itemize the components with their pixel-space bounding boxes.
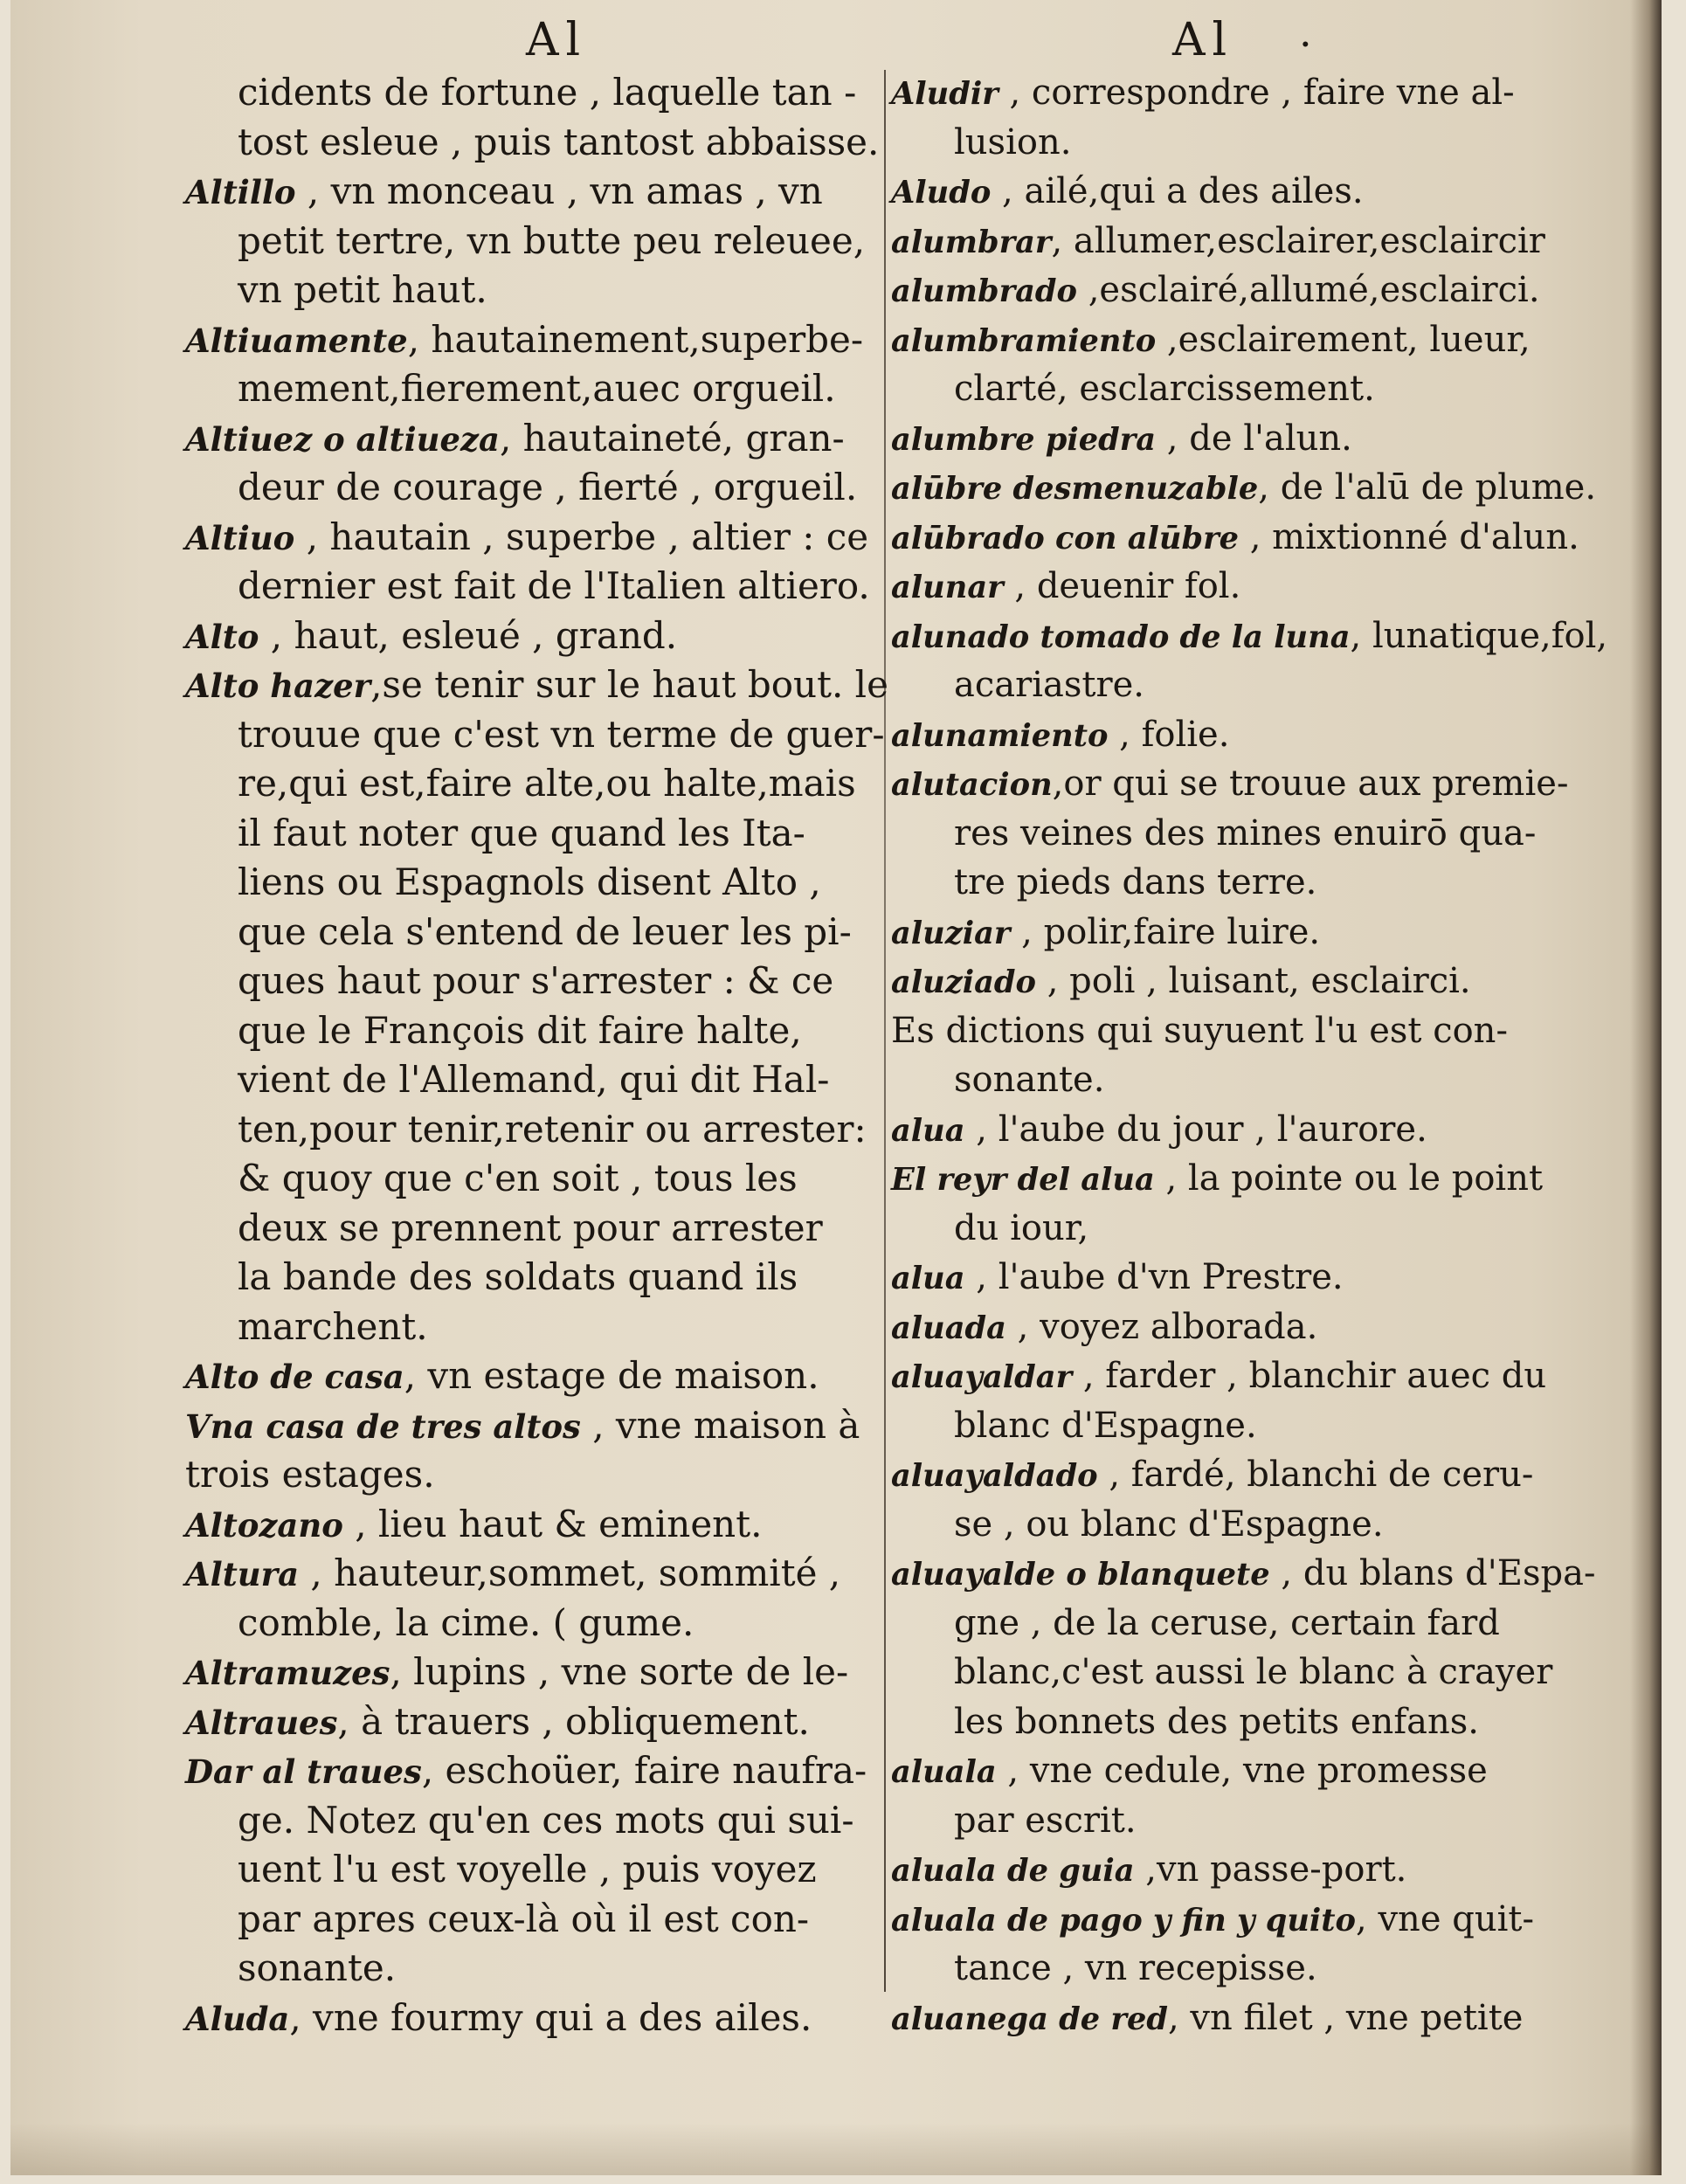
right-column-line <box>891 217 1642 266</box>
headword: alumbrado <box>891 273 1077 309</box>
definition-text: , vn estage de maison. <box>404 1354 819 1397</box>
headword: Altillo <box>185 173 296 211</box>
definition-text: uent l'u est voyelle , puis voyez <box>238 1848 817 1890</box>
right-column-line <box>891 562 1642 612</box>
right-column-line <box>891 1746 1642 1796</box>
left-column-line <box>185 315 884 365</box>
headword: Alto hazer <box>185 667 371 705</box>
definition-text: trois estages. <box>185 1453 435 1496</box>
book-page <box>10 0 1662 2175</box>
right-column-line <box>891 1944 1642 1994</box>
headword: aluziar <box>891 915 1011 951</box>
left-column-line <box>185 612 884 661</box>
right-column-line <box>891 660 1642 710</box>
definition-text: , correspondre , faire vne al- <box>998 73 1515 113</box>
definition-text: , de l'alū de plume. <box>1258 467 1597 508</box>
right-column-line <box>891 1500 1642 1550</box>
left-column-line <box>185 1648 884 1697</box>
left-column-line <box>185 660 888 710</box>
definition-text: & quoy que c'en soit , tous les <box>238 1157 798 1199</box>
headword: alumbre piedra <box>891 421 1157 458</box>
definition-text: , de l'alun. <box>1156 418 1352 459</box>
headword: alunar <box>891 570 1004 605</box>
headword: aluala <box>891 1754 997 1790</box>
right-column-line <box>891 612 1642 661</box>
right-column-line <box>891 809 1642 859</box>
right-column-line <box>891 1895 1642 1945</box>
left-column-line <box>185 118 884 168</box>
left-column-line <box>185 908 884 957</box>
right-column-line <box>891 1549 1642 1599</box>
definition-text: ten,pour tenir,retenir ou arrester: <box>238 1107 867 1151</box>
definition-text: , vne maison à <box>580 1403 860 1447</box>
definition-text: lusion. <box>954 121 1072 162</box>
left-column-line <box>185 1500 884 1550</box>
definition-text: , ailé,qui a des ailes. <box>991 171 1364 211</box>
headword: Aludo <box>891 175 992 211</box>
left-column-line <box>185 1303 884 1352</box>
definition-text: , l'aube d'vn Prestre. <box>964 1257 1344 1297</box>
definition-text: ,vn passe-port. <box>1134 1849 1407 1890</box>
headword: Altramuzes <box>185 1654 390 1692</box>
headword: Altiuamente <box>185 321 408 360</box>
headword: El reyr del alua <box>891 1162 1155 1198</box>
definition-text: , farder , blanchir auec du <box>1072 1356 1547 1396</box>
left-column-line <box>185 1105 884 1155</box>
definition-text: , lupins , vne sorte de le- <box>390 1650 849 1693</box>
definition-text: Es dictions qui suyuent l'u est con- <box>891 1010 1508 1051</box>
definition-text: ,esclairement, lueur, <box>1156 319 1531 360</box>
headword: Alto <box>185 617 259 656</box>
right-column-line <box>891 1845 1642 1895</box>
left-column-line <box>185 562 884 612</box>
right-column-line <box>891 1253 1642 1303</box>
right-column-line <box>891 1006 1642 1056</box>
headword: Aludir <box>891 76 998 112</box>
definition-text: sonante. <box>238 1946 397 1989</box>
definition-text: vient de l'Allemand, qui dit Hal- <box>238 1058 830 1101</box>
right-column-line <box>891 266 1642 315</box>
left-column-line <box>185 1796 884 1846</box>
left-column-line <box>185 1204 884 1254</box>
left-column-line <box>185 759 884 809</box>
headword: Altraues <box>185 1703 338 1742</box>
definition-text: , poli , luisant, esclairci. <box>1035 961 1471 1001</box>
definition-text: ,esclairé,allumé,esclairci. <box>1077 270 1540 310</box>
left-column-line <box>185 710 884 760</box>
definition-text: , hauteur,sommet, sommité , <box>299 1552 841 1594</box>
right-column-line <box>891 710 1642 760</box>
right-column-line <box>891 167 1642 217</box>
headword: aluayaldar <box>891 1359 1073 1395</box>
right-column-line <box>891 1796 1642 1846</box>
right-column-line <box>891 1450 1642 1500</box>
definition-text: que le François dit faire halte, <box>238 1008 802 1052</box>
headword: alumbramiento <box>891 322 1157 359</box>
definition-text: , lunatique,fol, <box>1350 615 1608 656</box>
headword: alua <box>891 1112 965 1149</box>
definition-text: , la pointe ou le point <box>1154 1158 1544 1199</box>
left-column-line <box>185 1055 884 1105</box>
definition-text: vn petit haut. <box>238 268 487 311</box>
headword: Altiuo <box>185 518 295 557</box>
right-column-line <box>891 513 1642 563</box>
left-column-line <box>185 1994 884 2043</box>
definition-text: mement,fierement,auec orgueil. <box>238 367 836 410</box>
right-column-line <box>891 1994 1642 2043</box>
left-column-line <box>185 364 884 414</box>
definition-text: , vne fourmy qui a des ailes. <box>289 1995 812 2039</box>
left-column-line <box>185 1351 884 1401</box>
right-column-line <box>891 68 1642 118</box>
definition-text: , vne cedule, vne promesse <box>996 1751 1488 1791</box>
headword: Vna casa de tres altos <box>185 1406 581 1446</box>
definition-text: par apres ceux-là où il est con- <box>238 1897 810 1940</box>
left-column-line <box>185 217 884 266</box>
right-column-line <box>891 1055 1642 1105</box>
page-bottom-shade <box>10 2123 1662 2175</box>
right-column-line <box>891 908 1642 957</box>
right-column-line <box>891 463 1642 513</box>
headword: alua <box>891 1261 965 1296</box>
left-column-line <box>185 809 884 859</box>
definition-text: , hautaineté, gran- <box>499 416 845 460</box>
headword: Altiuez o altiueza <box>185 419 500 459</box>
definition-text: ,se tenir sur le haut bout. le <box>370 663 888 706</box>
right-column <box>891 68 1642 2042</box>
definition-text: dernier est fait de l'Italien altiero. <box>238 564 870 607</box>
definition-text: , hautain , superbe , altier : ce <box>294 515 869 558</box>
definition-text: ,or qui se trouue aux premie- <box>1052 764 1569 804</box>
running-header-dot: . <box>1299 9 1312 56</box>
definition-text: , fardé, blanchi de ceru- <box>1097 1455 1534 1495</box>
definition-text: tance , vn recepisse. <box>954 1948 1317 1988</box>
headword: alunamiento <box>891 717 1109 754</box>
left-column <box>185 68 888 2042</box>
definition-text: , à trauers , obliquement. <box>337 1699 810 1743</box>
left-column-line <box>185 1154 884 1204</box>
left-column-line <box>185 167 884 217</box>
definition-text: deux se prennent pour arrester <box>238 1206 823 1249</box>
definition-text: sonante. <box>954 1060 1105 1100</box>
definition-text: comble, la cime. ( gume. <box>238 1600 694 1644</box>
right-column-line <box>891 1154 1642 1204</box>
right-column-line <box>891 1648 1642 1697</box>
definition-text: petit tertre, vn butte peu releuee, <box>238 218 866 262</box>
right-column-line <box>891 1599 1642 1648</box>
definition-text: trouue que c'est vn terme de guer- <box>238 712 885 756</box>
left-column-line <box>185 1401 884 1451</box>
definition-text: , eschoüer, faire naufra- <box>421 1749 867 1792</box>
left-column-line <box>185 1845 884 1895</box>
definition-text: marchent. <box>238 1304 428 1348</box>
headword: alutacion <box>891 767 1053 803</box>
headword: aluziado <box>891 964 1036 1000</box>
definition-text: , haut, esleué , grand. <box>259 613 678 657</box>
definition-text: res veines des mines enuirō qua- <box>954 812 1537 854</box>
definition-text: il faut noter que quand les Ita- <box>238 811 805 854</box>
left-column-line <box>185 68 884 118</box>
right-column-line <box>891 759 1642 809</box>
left-column-line <box>185 1599 884 1648</box>
headword: Altozano <box>185 1505 343 1545</box>
right-column-line <box>891 957 1642 1006</box>
definition-text: , mixtionné d'alun. <box>1239 516 1579 557</box>
left-column-line <box>185 1895 884 1945</box>
headword: aluayalde o blanquete <box>891 1557 1270 1593</box>
right-column-line <box>891 1204 1642 1254</box>
definition-text: , allumer,esclairer,esclaircir <box>1051 220 1545 261</box>
definition-text: du iour, <box>954 1207 1089 1248</box>
definition-text: , lieu haut & eminent. <box>342 1502 763 1545</box>
definition-text: ge. Notez qu'en ces mots qui sui- <box>238 1798 854 1842</box>
definition-text: liens ou Espagnols disent Alto , <box>238 860 821 903</box>
definition-text: , voyez alborada. <box>1005 1306 1318 1347</box>
headword: Alto de casa <box>185 1358 404 1396</box>
definition-text: la bande des soldats quand ils <box>238 1255 798 1298</box>
definition-text: se , ou blanc d'Espagne. <box>954 1503 1384 1545</box>
right-column-line <box>891 858 1642 908</box>
headword: Aluda <box>185 1999 290 2038</box>
definition-text: ques haut pour s'arrester : & ce <box>238 959 834 1002</box>
left-column-line <box>185 266 884 315</box>
left-column-line <box>185 1253 884 1303</box>
headword: alūbre desmenuzable <box>891 471 1259 507</box>
right-column-line <box>891 118 1642 168</box>
definition-text: clarté, esclarcissement. <box>954 369 1375 409</box>
definition-text: cidents de fortune , laquelle tan - <box>238 71 857 114</box>
headword: aluanega de red <box>891 2001 1168 2037</box>
headword: alumbrar <box>891 224 1052 260</box>
left-column-line <box>185 1697 884 1747</box>
left-column-line <box>185 513 884 563</box>
left-column-line <box>185 463 884 513</box>
left-column-line <box>185 1006 884 1056</box>
definition-text: , vn monceau , vn amas , vn <box>295 169 823 212</box>
headword: aluala de pago y fin y quito <box>891 1902 1357 1939</box>
right-column-line <box>891 414 1642 464</box>
left-column-line <box>185 1746 884 1796</box>
definition-text: , vn filet , vne petite <box>1167 1997 1524 2038</box>
left-column-line <box>185 1549 884 1599</box>
definition-text: , deuenir fol. <box>1003 566 1241 606</box>
left-column-line <box>185 1944 884 1994</box>
right-column-line <box>891 1351 1642 1401</box>
right-column-line <box>891 1401 1642 1451</box>
right-column-line <box>891 315 1642 365</box>
column-divider <box>884 70 886 1992</box>
left-column-line <box>185 1450 884 1500</box>
definition-text: re,qui est,faire alte,ou halte,mais <box>238 762 856 805</box>
right-column-line <box>891 1105 1642 1155</box>
definition-text: les bonnets des petits enfans. <box>954 1701 1479 1742</box>
headword: alunado tomado de la luna <box>891 619 1351 655</box>
left-column-line <box>185 414 884 464</box>
definition-text: , l'aube du jour , l'aurore. <box>964 1109 1427 1150</box>
headword: Dar al traues <box>185 1752 422 1791</box>
headword: Altura <box>185 1555 300 1593</box>
definition-text: gne , de la ceruse, certain fard <box>954 1602 1500 1643</box>
definition-text: blanc d'Espagne. <box>954 1405 1257 1446</box>
definition-text: , polir,faire luire. <box>1010 911 1321 952</box>
headword: aluada <box>891 1310 1006 1346</box>
right-column-line <box>891 1697 1642 1747</box>
left-column-line <box>185 858 884 908</box>
definition-text: que cela s'entend de leuer les pi- <box>238 909 852 953</box>
definition-text: tre pieds dans terre. <box>954 862 1317 902</box>
right-column-line <box>891 364 1642 414</box>
definition-text: par escrit. <box>954 1800 1137 1841</box>
definition-text: , du blans d'Espa- <box>1269 1553 1596 1593</box>
definition-text: acariastre. <box>954 665 1144 705</box>
headword: aluala de guia <box>891 1853 1135 1889</box>
definition-text: , hautainement,superbe- <box>407 317 864 361</box>
headword: aluayaldado <box>891 1458 1098 1494</box>
definition-text: , vne quit- <box>1356 1898 1534 1939</box>
running-header-left: Al <box>526 14 588 66</box>
definition-text: blanc,c'est aussi le blanc à crayer <box>954 1652 1553 1692</box>
left-column-line <box>185 957 884 1006</box>
definition-text: tost esleue , puis tantost abbaisse. <box>238 120 880 163</box>
headword: alūbrado con alūbre <box>891 520 1240 556</box>
definition-text: , folie. <box>1108 714 1230 755</box>
running-header-right: Al <box>1172 14 1234 66</box>
definition-text: deur de courage , fierté , orgueil. <box>238 466 858 508</box>
right-column-line <box>891 1303 1642 1352</box>
